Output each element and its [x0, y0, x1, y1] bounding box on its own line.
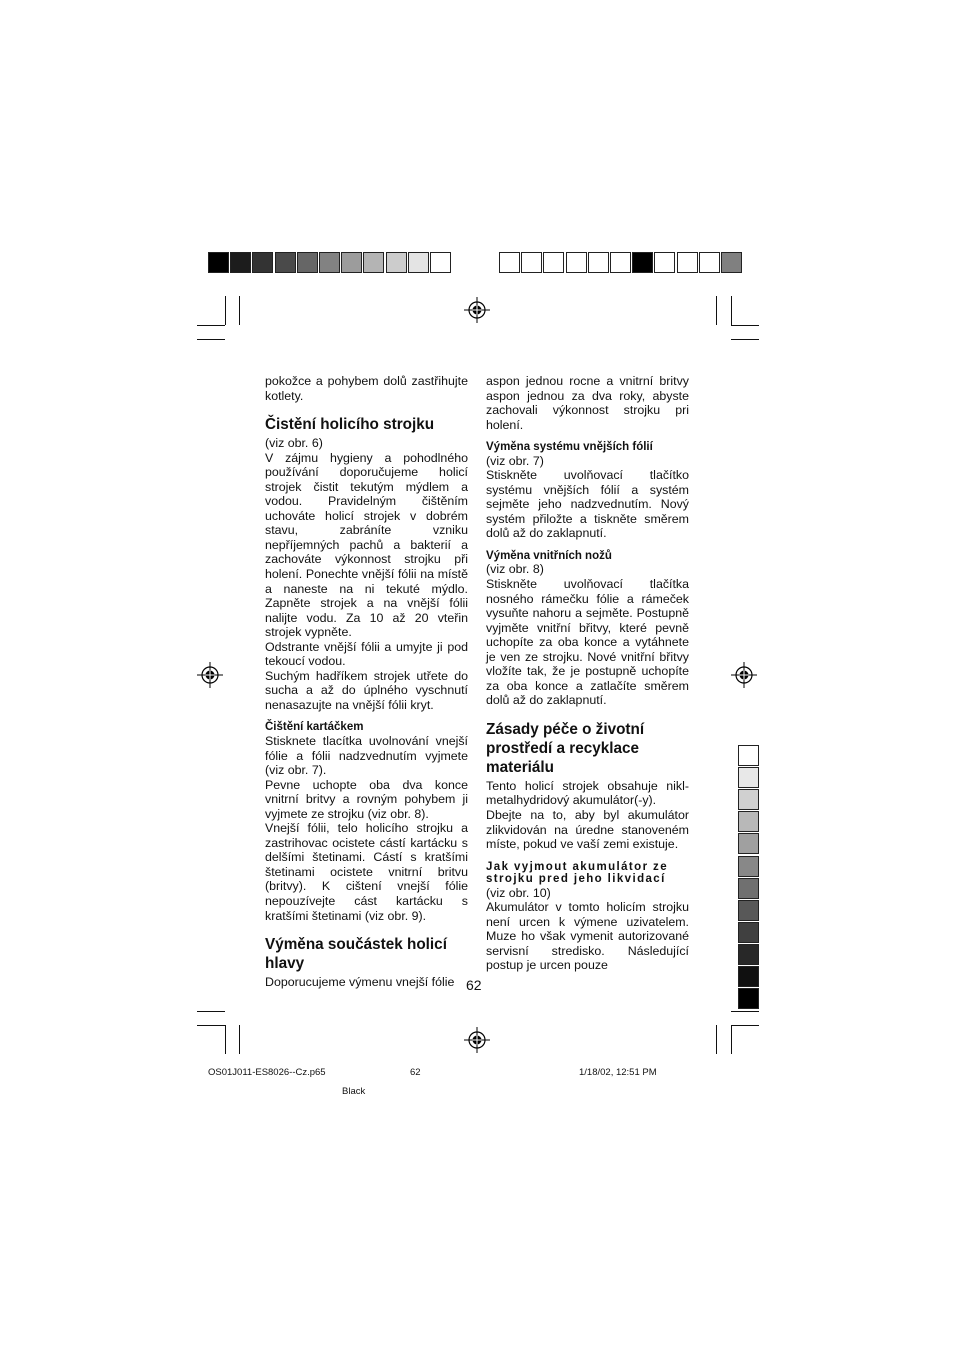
paragraph: Stiskněte uvolňovací tlačítka nosného rámečku fólie a rámeček vysuňte nahoru a sejměte. Postupně vyjměte vnitřní břitvy, které pevně uchopíte za oba konce a vytáhnete je ven ze strojku. Nové vnitřní břitvy vložíte tak, že je postupně uchopíte za oba konce a zatlačíte směrem dolů až do zaklapnutí.: [486, 577, 689, 708]
figure-ref: (viz obr. 6): [265, 436, 323, 451]
crop-mark: [239, 1025, 240, 1054]
paragraph: Odstrante vnější fólii a umyjte ji pod tekoucí vodou.: [265, 639, 468, 669]
paragraph: Stisknete tlacítka uvolnování vnejší fólie a fólii nadzvednutím vyjmete (viz obr. 7).: [265, 733, 468, 778]
paragraph: Tento holicí strojek obsahuje nikl-metalhydridový akumulátor(-y).: [486, 778, 689, 808]
crop-mark: [731, 1025, 759, 1026]
figure-ref: (viz obr. 8): [486, 562, 544, 577]
color-swatch: [521, 252, 542, 273]
footer-plate: Black: [342, 1086, 366, 1097]
figure-ref: (viz obr. 10): [486, 885, 551, 900]
color-swatch: [738, 811, 759, 832]
color-swatch: [738, 966, 759, 987]
color-swatch: [208, 252, 229, 273]
registration-mark-icon: [464, 1027, 490, 1053]
crop-mark: [197, 339, 225, 340]
crop-mark: [716, 296, 717, 325]
color-swatch: [738, 988, 759, 1009]
crop-mark: [197, 325, 225, 326]
registration-mark-icon: [464, 297, 490, 323]
footer-datetime: 1/18/02, 12:51 PM: [579, 1067, 657, 1078]
subsection-title: Čištění kartáčkem: [265, 721, 364, 734]
color-swatch: [275, 252, 296, 273]
color-swatch: [252, 252, 273, 273]
subsection-title: Výměna vnitřních nožů: [486, 549, 612, 562]
color-swatch: [738, 833, 759, 854]
color-swatch: [297, 252, 318, 273]
crop-mark: [197, 1025, 225, 1026]
color-swatch: [230, 252, 251, 273]
color-swatch: [632, 252, 653, 273]
paragraph: Doporucujeme výmenu vnejší fólie: [265, 975, 455, 990]
color-swatch: [738, 878, 759, 899]
intro-text: pokožce a pohybem dolů zastřihujte kotlety.: [265, 374, 468, 403]
color-swatch: [386, 252, 407, 273]
color-swatch: [738, 745, 759, 766]
footer-page: 62: [410, 1067, 421, 1078]
crop-mark: [731, 1025, 732, 1054]
section-title: Čistění holicího strojku: [265, 416, 435, 434]
color-swatch: [677, 252, 698, 273]
color-swatch: [363, 252, 384, 273]
color-swatch: [319, 252, 340, 273]
left-column: [265, 374, 468, 990]
color-swatch: [738, 900, 759, 921]
paragraph: Dbejte na to, aby byl akumulátor zlikvidován na úredne stanoveném míste, pokud ve vaší zemi existuje.: [486, 808, 689, 852]
color-swatch: [721, 252, 742, 273]
color-swatch: [738, 944, 759, 965]
page-number: 62: [466, 977, 482, 993]
color-swatch: [408, 252, 429, 273]
registration-mark-icon: [731, 662, 757, 688]
right-column: [486, 374, 689, 973]
color-swatch: [499, 252, 520, 273]
color-swatch: [566, 252, 587, 273]
color-swatch: [654, 252, 675, 273]
paragraph: Stiskněte uvolňovací tlačítko systému vnějších fólií a systém sejměte jeho nadzvednutím. Nový systém přiložte a tiskněte směrem dolů až do zaklapnutí.: [486, 468, 689, 541]
color-swatch: [738, 767, 759, 788]
crop-mark: [731, 1011, 759, 1012]
figure-ref: (viz obr. 7): [486, 453, 544, 468]
crop-mark: [731, 296, 732, 325]
crop-mark: [716, 1025, 717, 1054]
color-swatch: [430, 252, 451, 273]
crop-mark: [239, 296, 240, 325]
color-swatch: [341, 252, 362, 273]
section-title: Výměna součástek holicí hlavy: [265, 936, 447, 973]
registration-mark-icon: [197, 662, 223, 688]
crop-mark: [731, 325, 759, 326]
subsection-title: Jak vyjmout akumulátor ze strojku pred jeho likvidací: [486, 860, 668, 886]
crop-mark: [197, 1011, 225, 1012]
subsection-title: Výměna systému vnějších fólií: [486, 441, 653, 454]
paragraph: V zájmu hygieny a pohodlného používání doporučujeme holicí strojek čistit tekutým mýdlem a vodou. Pravidelným čištěním uchováte holicí strojek v dobrém stavu, zabráníte vzniku nepříjemných pachů a bakterií a zachováte výkonnost strojku při holení. Ponechte vnější fólii na místě a naneste na ni tekuté mýdlo. Zapněte strojek a na vnější fólii nalijte vodu. Za 10 až 20 vteřin strojek vypněte.: [265, 450, 468, 640]
paragraph: Suchým hadříkem strojek utřete do sucha a až do úplného vyschnutí nenasazujte na vnější fólii kryt.: [265, 668, 468, 712]
color-swatch: [543, 252, 564, 273]
footer-filename: OS01J011-ES8026--Cz.p65: [208, 1067, 326, 1078]
paragraph: Pevne uchopte oba dva konce vnitrní britvy a rovným pohybem ji vyjmete ze strojku (viz obr. 8).: [265, 777, 468, 821]
color-swatch: [738, 789, 759, 810]
color-swatch: [738, 856, 759, 877]
crop-mark: [225, 1025, 226, 1054]
paragraph: aspon jednou rocne a vnitrní britvy aspon jednou za dva roky, abyste zachovali výkonnost strojku pri holení.: [486, 374, 689, 432]
color-swatch: [738, 922, 759, 943]
section-title: Zásady péče o životní prostředí a recyklace materiálu: [486, 720, 645, 776]
color-swatch: [699, 252, 720, 273]
paragraph: Akumulátor v tomto holicím strojku není urcen k výmene uzivatelem. Muze ho však vymenit autorizované servisní stredisko. Následující postup je urcen pouze: [486, 900, 689, 973]
crop-mark: [225, 296, 226, 325]
crop-mark: [731, 339, 759, 340]
color-swatch: [588, 252, 609, 273]
paragraph: Vnejší fólii, telo holicího strojku a zastrihovac ocistete cástí kartácku s delšími štetinami. Cástí s kratšími štetinami ocistete vnitrní britvu (britvy). K cištení vnejší fólie nepouzívejte cást kartácku s kratšími štetinami (viz obr. 9).: [265, 821, 468, 923]
color-swatch: [610, 252, 631, 273]
